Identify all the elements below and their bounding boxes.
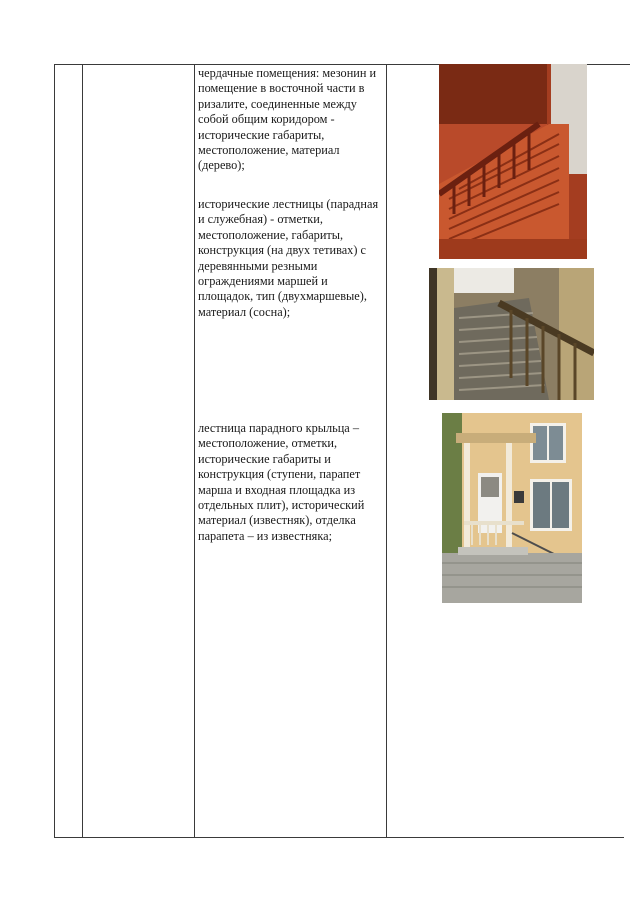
column-divider-1 xyxy=(54,64,55,838)
grand-staircase-photo xyxy=(439,64,587,259)
service-staircase-photo xyxy=(429,268,594,400)
porch-staircase-description: лестница парадного крыльца – местоположение, отметки, исторические габариты и конструкция (ступени, парапет марша и входная площадка из отдельных плит), исторический материал (известняк), отделка парапета – из известняка; xyxy=(198,421,365,543)
historic-stairs-description: исторические лестницы (парадная и служебная) - отметки, местоположение, габариты, конструкция (на двух тетивах) с деревянными резными ограждениями маршей и площадок, тип (двухмаршевые), материал (сосна); xyxy=(198,197,379,319)
column-divider-4 xyxy=(386,64,387,838)
table-bottom-border xyxy=(54,837,624,838)
column-divider-2 xyxy=(82,64,83,838)
entrance-porch-photo xyxy=(442,413,582,603)
attic-rooms-description: чердачные помещения: мезонин и помещение в восточной части в ризалите, соединенные между собой общим коридором - исторические габариты, местоположение, материал (дерево); xyxy=(198,66,377,173)
column-divider-3 xyxy=(194,64,195,838)
